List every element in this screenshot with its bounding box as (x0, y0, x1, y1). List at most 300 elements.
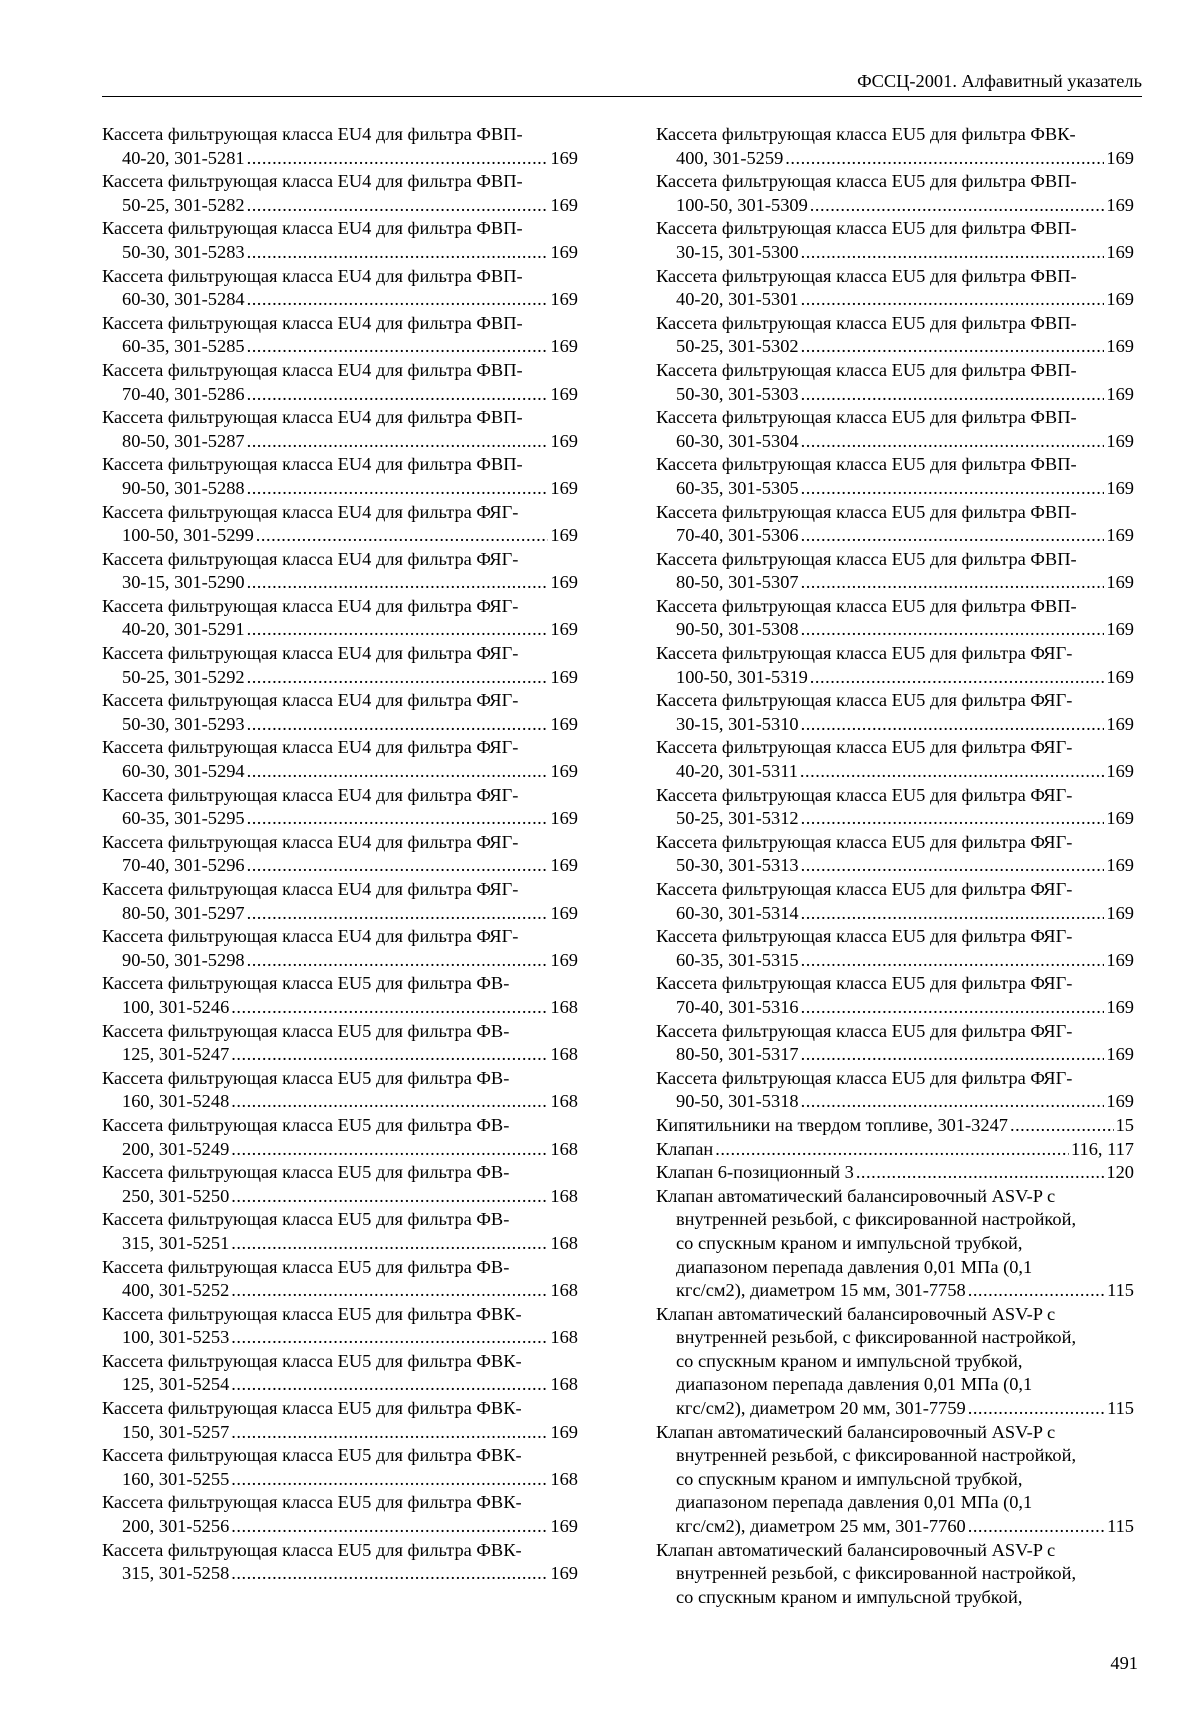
index-entry (102, 1208, 578, 1255)
dot-leader (247, 147, 549, 171)
entry-text: 70-40, 301-5316 (676, 996, 799, 1017)
entry-page-ref: 169 (550, 949, 578, 970)
entry-last-line (656, 666, 1134, 690)
entry-last-line (102, 335, 578, 359)
entry-page-ref: 169 (1106, 666, 1134, 687)
entry-last-line (102, 1468, 578, 1492)
entry-text: 100-50, 301-5319 (676, 666, 808, 687)
entry-last-line (656, 760, 1134, 784)
entry-text: Кассета фильтрующая класса EU5 для фильтра ФВК- (102, 1539, 522, 1560)
dot-leader (801, 807, 1105, 831)
entry-page-ref: 169 (550, 1563, 578, 1584)
index-entry (102, 595, 578, 642)
entry-text: 200, 301-5249 (122, 1138, 230, 1159)
entry-page-ref: 169 (550, 525, 578, 546)
dot-leader (801, 1043, 1105, 1067)
index-entry (102, 1539, 578, 1586)
index-entry (102, 736, 578, 783)
entry-text: 90-50, 301-5318 (676, 1091, 799, 1112)
entry-last-line (102, 996, 578, 1020)
index-entry (102, 925, 578, 972)
entry-text: Кассета фильтрующая класса EU5 для фильтра ФВ- (102, 1209, 510, 1230)
entry-text: кгс/см2), диаметром 15 мм, 301-7758 (676, 1280, 966, 1301)
dot-leader (800, 760, 1104, 784)
entry-text: внутренней резьбой, с фиксированной настройкой, (676, 1563, 1077, 1584)
dot-leader (247, 902, 549, 926)
entry-last-line (656, 147, 1134, 171)
entry-text: 30-15, 301-5310 (676, 713, 799, 734)
entry-page-ref: 169 (1106, 147, 1134, 168)
dot-leader (231, 1185, 548, 1209)
entry-text: 50-25, 301-5302 (676, 336, 799, 357)
entry-page-ref: 169 (1106, 1044, 1134, 1065)
dot-leader (801, 288, 1105, 312)
entry-text: Кассета фильтрующая класса EU4 для фильтра ФЯГ- (102, 595, 519, 616)
index-entry (656, 784, 1134, 831)
dot-leader (785, 147, 1104, 171)
entry-text: 60-30, 301-5304 (676, 430, 799, 451)
index-entry (656, 972, 1134, 1019)
dot-leader (801, 996, 1105, 1020)
entry-last-line (656, 477, 1134, 501)
entry-text: 150, 301-5257 (122, 1421, 230, 1442)
entry-page-ref: 15 (1115, 1114, 1134, 1135)
entry-text: 50-25, 301-5312 (676, 808, 799, 829)
entry-page-ref: 169 (1106, 619, 1134, 640)
entry-last-line (656, 1161, 1134, 1185)
index-entry (656, 1185, 1134, 1303)
entry-page-ref: 169 (1106, 289, 1134, 310)
entry-text: 40-20, 301-5281 (122, 147, 245, 168)
entry-text: 250, 301-5250 (122, 1185, 230, 1206)
entry-page-ref: 169 (550, 761, 578, 782)
entry-last-line (656, 949, 1134, 973)
index-column-right (656, 123, 1134, 1609)
index-entry (656, 1539, 1134, 1610)
entry-text: 60-30, 301-5294 (122, 761, 245, 782)
entry-last-line (656, 1279, 1134, 1303)
dot-leader (231, 1326, 548, 1350)
dot-leader (856, 1161, 1105, 1185)
entry-text: Кассета фильтрующая класса EU5 для фильтра ФВК- (102, 1350, 522, 1371)
entry-text: Клапан 6-позиционный 3 (656, 1162, 854, 1183)
dot-leader (801, 335, 1105, 359)
entry-text: Клапан автоматический балансировочный ASV-P с (656, 1303, 1056, 1324)
entry-page-ref: 168 (550, 1138, 578, 1159)
entry-page-ref: 169 (550, 477, 578, 498)
entry-text: Кассета фильтрующая класса EU5 для фильтра ФВК- (102, 1303, 522, 1324)
entry-text: 400, 301-5259 (676, 147, 784, 168)
entry-text: Кассета фильтрующая класса EU5 для фильтра ФВК- (656, 124, 1076, 144)
entry-last-line (656, 1090, 1134, 1114)
dot-leader (1010, 1114, 1114, 1138)
entry-page-ref: 169 (550, 430, 578, 451)
entry-page-ref: 168 (550, 1327, 578, 1348)
entry-page-ref: 169 (1106, 383, 1134, 404)
entry-text: Кассета фильтрующая класса EU5 для фильтра ФВ- (102, 1256, 510, 1277)
entry-last-line (656, 1043, 1134, 1067)
entry-text: Кассета фильтрующая класса EU4 для фильтра ФЯГ- (102, 784, 519, 805)
entry-text: 80-50, 301-5297 (122, 902, 245, 923)
entry-page-ref: 116, 117 (1070, 1138, 1134, 1159)
entry-text: 30-15, 301-5290 (122, 572, 245, 593)
entry-text: Кассета фильтрующая класса EU5 для фильтра ФЯГ- (656, 737, 1073, 758)
entry-text: 70-40, 301-5296 (122, 855, 245, 876)
entry-page-ref: 169 (1106, 855, 1134, 876)
index-entry (102, 312, 578, 359)
entry-text: 100-50, 301-5299 (122, 525, 254, 546)
entry-text: Кассета фильтрующая класса EU4 для фильтра ФВП- (102, 454, 523, 475)
dot-leader (247, 430, 549, 454)
dot-leader (231, 1562, 548, 1586)
entry-text: 125, 301-5247 (122, 1044, 230, 1065)
entry-text: со спускным краном и импульсной трубкой, (676, 1232, 1023, 1253)
entry-page-ref: 169 (1106, 713, 1134, 734)
entry-text: 50-30, 301-5283 (122, 241, 245, 262)
dot-leader (801, 383, 1105, 407)
entry-page-ref: 169 (1106, 996, 1134, 1017)
entry-text: внутренней резьбой, с фиксированной настройкой, (676, 1445, 1077, 1466)
entry-text: внутренней резьбой, с фиксированной настройкой, (676, 1327, 1077, 1348)
dot-leader (231, 1421, 548, 1445)
entry-text: Кассета фильтрующая класса EU5 для фильтра ФВП- (656, 312, 1077, 333)
entry-last-line (102, 1185, 578, 1209)
entry-text: Кассета фильтрующая класса EU4 для фильтра ФВП- (102, 124, 523, 144)
entry-text: диапазоном перепада давления 0,01 МПа (0,1 (676, 1256, 1033, 1277)
dot-leader (231, 1138, 548, 1162)
dot-leader (968, 1397, 1105, 1421)
entry-text: 125, 301-5254 (122, 1374, 230, 1395)
entry-page-ref: 169 (550, 619, 578, 640)
index-entry (102, 1350, 578, 1397)
entry-page-ref: 168 (550, 1091, 578, 1112)
entry-text: Кассета фильтрующая класса EU4 для фильтра ФВП- (102, 218, 523, 239)
dot-leader (231, 996, 548, 1020)
dot-leader (231, 1043, 548, 1067)
index-entry (656, 878, 1134, 925)
entry-last-line (102, 902, 578, 926)
entry-last-line (102, 1232, 578, 1256)
entry-text: Кассета фильтрующая класса EU5 для фильтра ФВ- (102, 973, 510, 994)
dot-leader (247, 618, 549, 642)
index-entry (656, 265, 1134, 312)
entry-text: Кассета фильтрующая класса EU4 для фильтра ФЯГ- (102, 879, 519, 899)
entry-text: 100, 301-5246 (122, 996, 230, 1017)
entry-text: 60-35, 301-5295 (122, 808, 245, 829)
entry-page-ref: 168 (550, 1374, 578, 1395)
dot-leader (247, 383, 549, 407)
entry-text: 400, 301-5252 (122, 1280, 230, 1301)
index-entry (102, 217, 578, 264)
index-entry (102, 265, 578, 312)
entry-text: 30-15, 301-5300 (676, 241, 799, 262)
entry-last-line (656, 1515, 1134, 1539)
entry-last-line (102, 666, 578, 690)
entry-text: 40-20, 301-5301 (676, 289, 799, 310)
entry-page-ref: 169 (1106, 761, 1134, 782)
entry-text: 200, 301-5256 (122, 1516, 230, 1537)
entry-page-ref: 169 (1106, 808, 1134, 829)
entry-text: Кассета фильтрующая класса EU5 для фильтра ФВП- (656, 407, 1077, 428)
index-entry (102, 878, 578, 925)
entry-text: Клапан автоматический балансировочный ASV-P с (656, 1539, 1056, 1560)
dot-leader (231, 1090, 548, 1114)
entry-last-line (656, 1114, 1134, 1138)
entry-page-ref: 168 (550, 1044, 578, 1065)
entry-text: 100-50, 301-5309 (676, 194, 808, 215)
entry-last-line (656, 335, 1134, 359)
entry-page-ref: 169 (1106, 430, 1134, 451)
entry-text: Клапан автоматический балансировочный ASV-P с (656, 1185, 1056, 1206)
entry-last-line (102, 1326, 578, 1350)
entry-last-line (102, 1138, 578, 1162)
entry-last-line (656, 854, 1134, 878)
entry-text: Кассета фильтрующая класса EU5 для фильтра ФВК- (102, 1492, 522, 1513)
entry-text: Кассета фильтрующая класса EU5 для фильтра ФЯГ- (656, 643, 1073, 664)
entry-last-line (102, 194, 578, 218)
entry-text: Кассета фильтрующая класса EU5 для фильтра ФВП- (656, 218, 1077, 239)
entry-last-line (656, 383, 1134, 407)
dot-leader (247, 713, 549, 737)
entry-text: Клапан автоматический балансировочный ASV-P с (656, 1421, 1056, 1442)
dot-leader (231, 1373, 548, 1397)
dot-leader (801, 713, 1105, 737)
entry-last-line (102, 288, 578, 312)
entry-page-ref: 169 (550, 194, 578, 215)
entry-text: Кассета фильтрующая класса EU5 для фильтра ФВП- (656, 501, 1077, 522)
entry-text: Кипятильники на твердом топливе, 301-3247 (656, 1114, 1008, 1135)
entry-page-ref: 169 (550, 147, 578, 168)
entry-text: Кассета фильтрующая класса EU5 для фильтра ФВП- (656, 171, 1077, 192)
index-entry (102, 1491, 578, 1538)
index-entry (102, 170, 578, 217)
index-entry (102, 501, 578, 548)
index-entry (656, 406, 1134, 453)
entry-text: 40-20, 301-5291 (122, 619, 245, 640)
entry-last-line (102, 618, 578, 642)
entry-last-line (656, 713, 1134, 737)
index-entry (102, 1020, 578, 1067)
entry-text: 50-30, 301-5303 (676, 383, 799, 404)
entry-last-line (102, 949, 578, 973)
entry-text: Кассета фильтрующая класса EU5 для фильтра ФВК- (102, 1398, 522, 1419)
entry-text: 60-30, 301-5314 (676, 902, 799, 923)
entry-text: 50-30, 301-5313 (676, 855, 799, 876)
entry-text: 60-35, 301-5315 (676, 949, 799, 970)
entry-text: со спускным краном и импульсной трубкой, (676, 1350, 1023, 1371)
dot-leader (801, 571, 1105, 595)
index-entry (656, 501, 1134, 548)
dot-leader (247, 571, 549, 595)
entry-page-ref: 169 (1106, 1091, 1134, 1112)
index-entry (102, 1067, 578, 1114)
index-entry (656, 831, 1134, 878)
index-entry (102, 972, 578, 1019)
entry-text: со спускным краном и импульсной трубкой, (676, 1468, 1023, 1489)
entry-text: Кассета фильтрующая класса EU4 для фильтра ФЯГ- (102, 737, 519, 758)
entry-page-ref: 169 (550, 383, 578, 404)
entry-last-line (102, 760, 578, 784)
index-entry (102, 359, 578, 406)
entry-last-line (656, 430, 1134, 454)
index-entry (656, 689, 1134, 736)
entry-last-line (656, 618, 1134, 642)
entry-text: Кассета фильтрующая класса EU5 для фильтра ФЯГ- (656, 690, 1073, 711)
entry-page-ref: 168 (550, 996, 578, 1017)
entry-page-ref: 169 (550, 241, 578, 262)
entry-text: диапазоном перепада давления 0,01 МПа (0,1 (676, 1374, 1033, 1395)
entry-text: Кассета фильтрующая класса EU5 для фильтра ФЯГ- (656, 926, 1073, 947)
entry-last-line (656, 241, 1134, 265)
entry-page-ref: 169 (1106, 194, 1134, 215)
entry-text: Кассета фильтрующая класса EU5 для фильтра ФВП- (656, 595, 1077, 616)
entry-text: Кассета фильтрующая класса EU5 для фильтра ФВП- (656, 265, 1077, 286)
entry-text: Кассета фильтрующая класса EU4 для фильтра ФЯГ- (102, 643, 519, 664)
index-entry (102, 1397, 578, 1444)
entry-text: 160, 301-5255 (122, 1468, 230, 1489)
entry-text: Кассета фильтрующая класса EU4 для фильтра ФЯГ- (102, 548, 519, 569)
entry-last-line (102, 854, 578, 878)
entry-page-ref: 168 (550, 1280, 578, 1301)
entry-page-ref: 169 (1106, 477, 1134, 498)
running-header: ФССЦ-2001. Алфавитный указатель (102, 70, 1142, 97)
index-entry (656, 1138, 1134, 1162)
entry-text: Кассета фильтрующая класса EU4 для фильтра ФВП- (102, 265, 523, 286)
index-entry (656, 1161, 1134, 1185)
entry-page-ref: 169 (550, 572, 578, 593)
dot-leader (801, 1090, 1105, 1114)
dot-leader (247, 807, 549, 831)
entry-text: Кассета фильтрующая класса EU4 для фильтра ФВП- (102, 312, 523, 333)
dot-leader (801, 618, 1105, 642)
entry-last-line (102, 807, 578, 831)
page-number: 491 (1110, 1653, 1138, 1673)
dot-leader (247, 241, 549, 265)
dot-leader (801, 949, 1105, 973)
index-entry (102, 453, 578, 500)
entry-last-line (656, 996, 1134, 1020)
entry-last-line (102, 1090, 578, 1114)
dot-leader (231, 1515, 548, 1539)
entry-page-ref: 169 (550, 289, 578, 310)
entry-last-line (102, 1421, 578, 1445)
entry-text: Кассета фильтрующая класса EU5 для фильтра ФЯГ- (656, 831, 1073, 852)
dot-leader (801, 430, 1105, 454)
entry-text: 80-50, 301-5317 (676, 1044, 799, 1065)
dot-leader (801, 241, 1105, 265)
dot-leader (231, 1279, 548, 1303)
dot-leader (810, 194, 1105, 218)
dot-leader (247, 760, 549, 784)
dot-leader (801, 902, 1105, 926)
entry-page-ref: 115 (1107, 1516, 1134, 1537)
entry-last-line (102, 713, 578, 737)
entry-text: 60-35, 301-5285 (122, 336, 245, 357)
entry-text: 50-30, 301-5293 (122, 713, 245, 734)
dot-leader (247, 949, 549, 973)
entry-last-line (102, 1515, 578, 1539)
entry-text: 60-35, 301-5305 (676, 477, 799, 498)
entry-last-line (656, 1138, 1134, 1162)
index-entry (102, 1444, 578, 1491)
index-entry (656, 312, 1134, 359)
dot-leader (801, 477, 1105, 501)
entry-text: кгс/см2), диаметром 25 мм, 301-7760 (676, 1516, 966, 1537)
entry-page-ref: 115 (1107, 1398, 1134, 1419)
entry-text: Кассета фильтрующая класса EU4 для фильтра ФЯГ- (102, 831, 519, 852)
entry-text: 80-50, 301-5307 (676, 572, 799, 593)
index-entry (102, 548, 578, 595)
index-entry (656, 1303, 1134, 1421)
entry-page-ref: 168 (550, 1468, 578, 1489)
dot-leader (247, 854, 549, 878)
entry-page-ref: 169 (1106, 525, 1134, 546)
entry-last-line (102, 571, 578, 595)
dot-leader (247, 477, 549, 501)
index-column-left (102, 123, 578, 1586)
entry-text: Кассета фильтрующая класса EU5 для фильтра ФВ- (102, 1020, 510, 1041)
entry-last-line (102, 147, 578, 171)
entry-last-line (102, 1562, 578, 1586)
entry-last-line (102, 1373, 578, 1397)
index-entry (102, 123, 578, 170)
entry-text: 90-50, 301-5288 (122, 477, 245, 498)
entry-text: Кассета фильтрующая класса EU5 для фильтра ФВ- (102, 1067, 510, 1088)
entry-page-ref: 169 (550, 808, 578, 829)
index-entry (656, 548, 1134, 595)
entry-text: 160, 301-5248 (122, 1091, 230, 1112)
entry-text: 50-25, 301-5292 (122, 666, 245, 687)
entry-page-ref: 169 (550, 1516, 578, 1537)
dot-leader (801, 854, 1105, 878)
index-entry (102, 1114, 578, 1161)
entry-last-line (656, 288, 1134, 312)
index-entry (656, 170, 1134, 217)
index-entry (102, 406, 578, 453)
entry-last-line (102, 524, 578, 548)
entry-last-line (102, 477, 578, 501)
dot-leader (715, 1138, 1069, 1162)
index-entry (656, 642, 1134, 689)
entry-text: 70-40, 301-5286 (122, 383, 245, 404)
dot-leader (247, 288, 549, 312)
index-entry (656, 453, 1134, 500)
index-entry (656, 359, 1134, 406)
entry-text: со спускным краном и импульсной трубкой, (676, 1586, 1023, 1607)
entry-text: Кассета фильтрующая класса EU4 для фильтра ФЯГ- (102, 501, 519, 522)
entry-text: внутренней резьбой, с фиксированной настройкой, (676, 1209, 1077, 1230)
dot-leader (801, 524, 1105, 548)
index-entry (656, 1020, 1134, 1067)
index-entry (656, 925, 1134, 972)
index-entry (102, 784, 578, 831)
index-entry (656, 1114, 1134, 1138)
entry-text: 90-50, 301-5298 (122, 949, 245, 970)
entry-text: кгс/см2), диаметром 20 мм, 301-7759 (676, 1398, 966, 1419)
index-entry (656, 217, 1134, 264)
entry-page-ref: 120 (1106, 1162, 1134, 1183)
entry-page-ref: 168 (550, 1185, 578, 1206)
entry-text: 50-25, 301-5282 (122, 194, 245, 215)
entry-last-line (656, 571, 1134, 595)
index-entry (656, 123, 1134, 170)
entry-text: диапазоном перепада давления 0,01 МПа (0,1 (676, 1492, 1033, 1513)
entry-last-line (102, 1043, 578, 1067)
entry-last-line (102, 430, 578, 454)
index-entry (102, 642, 578, 689)
entry-last-line (102, 241, 578, 265)
dot-leader (810, 666, 1105, 690)
